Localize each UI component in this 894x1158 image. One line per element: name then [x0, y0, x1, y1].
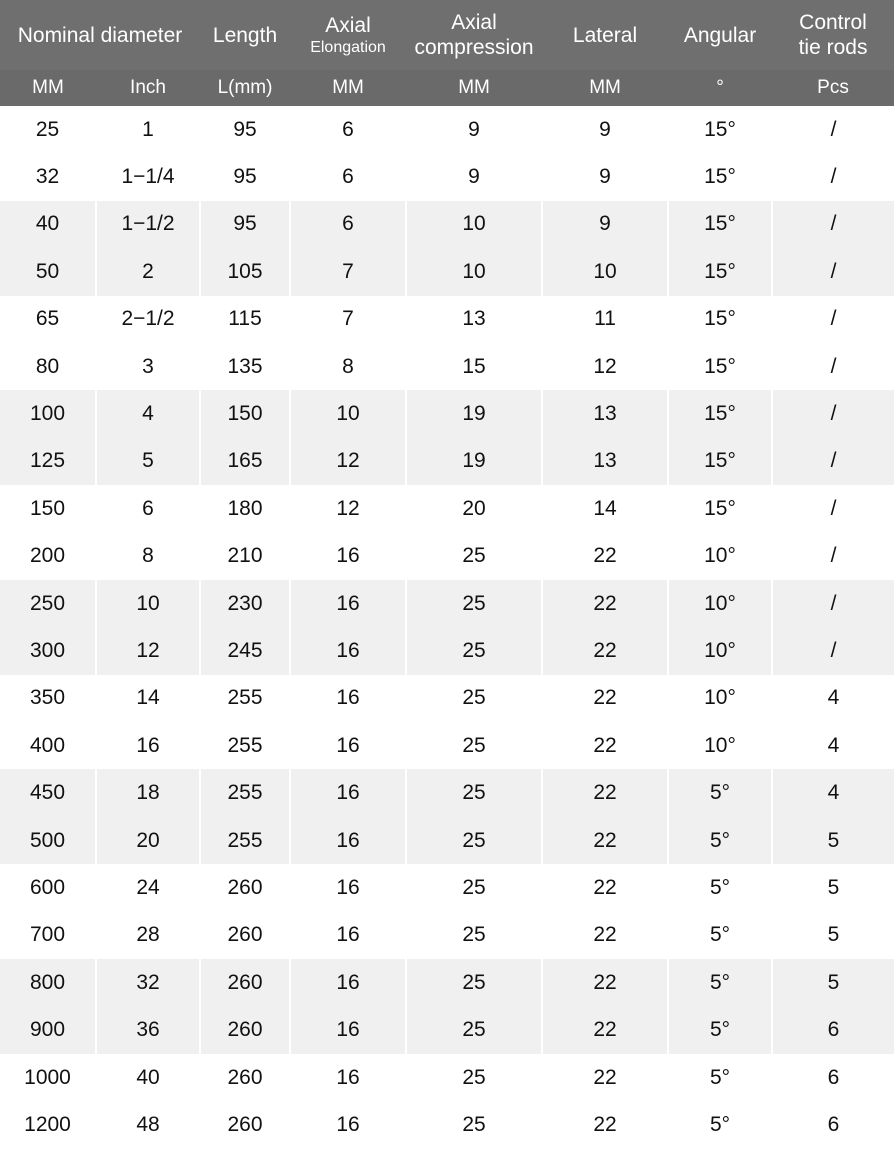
- cell-compression: 25: [406, 580, 542, 627]
- cell-angular: 15°: [668, 248, 772, 295]
- cell-tie-rods: 4: [772, 769, 894, 816]
- table-row: [0, 1054, 894, 1101]
- cell-elongation: 16: [290, 1101, 406, 1148]
- cell-tie-rods: 4: [772, 722, 894, 769]
- cell-compression: 19: [406, 438, 542, 485]
- table-row: [0, 485, 894, 532]
- cell-elongation: 10: [290, 390, 406, 437]
- cell-angular: 5°: [668, 959, 772, 1006]
- cell-inch: 48: [96, 1101, 200, 1148]
- cell-inch: 16: [96, 722, 200, 769]
- table-row: [0, 201, 894, 248]
- cell-angular: 5°: [668, 912, 772, 959]
- cell-length: 135: [200, 343, 290, 390]
- cell-compression: 19: [406, 390, 542, 437]
- cell-mm: 300: [0, 627, 96, 674]
- table-row: [0, 912, 894, 959]
- cell-inch: 1−1/2: [96, 201, 200, 248]
- cell-length: 260: [200, 959, 290, 1006]
- cell-compression: 25: [406, 864, 542, 911]
- cell-angular: 15°: [668, 343, 772, 390]
- cell-mm: 25: [0, 106, 96, 153]
- cell-length: 230: [200, 580, 290, 627]
- table-row: [0, 248, 894, 295]
- cell-length: 255: [200, 722, 290, 769]
- header-axial-elongation: [290, 0, 406, 70]
- cell-elongation: 6: [290, 106, 406, 153]
- table-row: [0, 769, 894, 816]
- header-control-tie-rods: [772, 0, 894, 70]
- cell-elongation: 16: [290, 722, 406, 769]
- cell-elongation: 16: [290, 959, 406, 1006]
- cell-tie-rods: 5: [772, 864, 894, 911]
- cell-inch: 24: [96, 864, 200, 911]
- cell-tie-rods: /: [772, 153, 894, 200]
- cell-tie-rods: 6: [772, 1006, 894, 1053]
- cell-elongation: 12: [290, 485, 406, 532]
- cell-elongation: 16: [290, 1006, 406, 1053]
- cell-mm: 100: [0, 390, 96, 437]
- cell-compression: 25: [406, 1054, 542, 1101]
- cell-elongation: 12: [290, 438, 406, 485]
- cell-length: 260: [200, 864, 290, 911]
- header-axial-compression-top: Axial: [451, 11, 497, 34]
- table-row: [0, 296, 894, 343]
- unit-angular: °: [668, 70, 772, 106]
- cell-inch: 2−1/2: [96, 296, 200, 343]
- cell-lateral: 9: [542, 153, 668, 200]
- cell-elongation: 16: [290, 864, 406, 911]
- cell-elongation: 7: [290, 248, 406, 295]
- cell-elongation: 16: [290, 580, 406, 627]
- cell-length: 95: [200, 106, 290, 153]
- cell-lateral: 22: [542, 1006, 668, 1053]
- cell-elongation: 16: [290, 533, 406, 580]
- cell-length: 165: [200, 438, 290, 485]
- cell-compression: 25: [406, 912, 542, 959]
- cell-angular: 15°: [668, 106, 772, 153]
- cell-inch: 4: [96, 390, 200, 437]
- cell-elongation: 16: [290, 912, 406, 959]
- cell-inch: 32: [96, 959, 200, 1006]
- cell-inch: 12: [96, 627, 200, 674]
- cell-angular: 15°: [668, 390, 772, 437]
- cell-elongation: 7: [290, 296, 406, 343]
- table-row: [0, 817, 894, 864]
- cell-angular: 5°: [668, 1006, 772, 1053]
- cell-mm: 65: [0, 296, 96, 343]
- cell-mm: 1200: [0, 1101, 96, 1148]
- table-row: [0, 580, 894, 627]
- unit-pcs: Pcs: [772, 70, 894, 106]
- header-angular: Angular: [668, 0, 772, 70]
- cell-lateral: 22: [542, 817, 668, 864]
- cell-tie-rods: /: [772, 438, 894, 485]
- cell-compression: 10: [406, 201, 542, 248]
- cell-elongation: 16: [290, 769, 406, 816]
- cell-mm: 600: [0, 864, 96, 911]
- cell-inch: 18: [96, 769, 200, 816]
- cell-mm: 700: [0, 912, 96, 959]
- cell-lateral: 22: [542, 1054, 668, 1101]
- cell-length: 260: [200, 1006, 290, 1053]
- cell-lateral: 22: [542, 722, 668, 769]
- table-row: [0, 864, 894, 911]
- cell-lateral: 13: [542, 390, 668, 437]
- cell-angular: 15°: [668, 438, 772, 485]
- cell-mm: 40: [0, 201, 96, 248]
- cell-inch: 6: [96, 485, 200, 532]
- cell-inch: 20: [96, 817, 200, 864]
- cell-angular: 10°: [668, 627, 772, 674]
- unit-mm: MM: [0, 70, 96, 106]
- cell-compression: 9: [406, 153, 542, 200]
- cell-length: 260: [200, 912, 290, 959]
- header-control-bottom: tie rods: [798, 36, 868, 59]
- cell-compression: 9: [406, 106, 542, 153]
- cell-tie-rods: /: [772, 106, 894, 153]
- header-axial-elongation-bottom: Elongation: [310, 38, 386, 56]
- cell-tie-rods: 4: [772, 675, 894, 722]
- cell-tie-rods: 6: [772, 1101, 894, 1148]
- cell-angular: 5°: [668, 1101, 772, 1148]
- cell-compression: 25: [406, 533, 542, 580]
- cell-length: 95: [200, 153, 290, 200]
- cell-tie-rods: /: [772, 248, 894, 295]
- table-row: [0, 438, 894, 485]
- cell-mm: 50: [0, 248, 96, 295]
- cell-mm: 250: [0, 580, 96, 627]
- cell-compression: 20: [406, 485, 542, 532]
- cell-lateral: 22: [542, 912, 668, 959]
- header-lateral: Lateral: [542, 0, 668, 70]
- cell-lateral: 22: [542, 533, 668, 580]
- header-control-top: Control: [799, 11, 867, 34]
- cell-mm: 150: [0, 485, 96, 532]
- header-axial-compression: [406, 0, 542, 70]
- cell-lateral: 22: [542, 959, 668, 1006]
- cell-inch: 2: [96, 248, 200, 295]
- table-row: [0, 153, 894, 200]
- cell-lateral: 13: [542, 438, 668, 485]
- cell-angular: 10°: [668, 580, 772, 627]
- cell-length: 210: [200, 533, 290, 580]
- cell-mm: 200: [0, 533, 96, 580]
- cell-length: 260: [200, 1054, 290, 1101]
- cell-elongation: 16: [290, 675, 406, 722]
- cell-mm: 80: [0, 343, 96, 390]
- cell-angular: 5°: [668, 769, 772, 816]
- unit-length: L(mm): [200, 70, 290, 106]
- cell-lateral: 22: [542, 580, 668, 627]
- unit-lateral: MM: [542, 70, 668, 106]
- cell-elongation: 16: [290, 817, 406, 864]
- cell-lateral: 11: [542, 296, 668, 343]
- cell-mm: 32: [0, 153, 96, 200]
- cell-lateral: 9: [542, 106, 668, 153]
- cell-length: 180: [200, 485, 290, 532]
- header-axial-compression-bottom: compression: [414, 36, 534, 59]
- cell-tie-rods: 6: [772, 1054, 894, 1101]
- cell-tie-rods: /: [772, 533, 894, 580]
- cell-mm: 800: [0, 959, 96, 1006]
- cell-mm: 125: [0, 438, 96, 485]
- cell-angular: 15°: [668, 296, 772, 343]
- header-length: Length: [200, 0, 290, 70]
- cell-mm: 1000: [0, 1054, 96, 1101]
- cell-compression: 13: [406, 296, 542, 343]
- cell-inch: 40: [96, 1054, 200, 1101]
- table-row: [0, 533, 894, 580]
- table-body: [0, 106, 894, 1149]
- cell-mm: 350: [0, 675, 96, 722]
- cell-angular: 10°: [668, 533, 772, 580]
- cell-compression: 25: [406, 627, 542, 674]
- cell-tie-rods: /: [772, 485, 894, 532]
- cell-length: 150: [200, 390, 290, 437]
- table-row: [0, 1101, 894, 1148]
- cell-inch: 3: [96, 343, 200, 390]
- cell-elongation: 6: [290, 201, 406, 248]
- header-nominal-diameter: Nominal diameter: [0, 0, 200, 70]
- cell-inch: 28: [96, 912, 200, 959]
- cell-compression: 15: [406, 343, 542, 390]
- cell-inch: 5: [96, 438, 200, 485]
- cell-inch: 8: [96, 533, 200, 580]
- cell-elongation: 16: [290, 627, 406, 674]
- cell-angular: 10°: [668, 675, 772, 722]
- cell-tie-rods: /: [772, 580, 894, 627]
- cell-lateral: 22: [542, 627, 668, 674]
- cell-elongation: 16: [290, 1054, 406, 1101]
- cell-length: 245: [200, 627, 290, 674]
- cell-tie-rods: /: [772, 201, 894, 248]
- cell-mm: 500: [0, 817, 96, 864]
- table-row: [0, 1006, 894, 1053]
- cell-compression: 25: [406, 817, 542, 864]
- cell-length: 95: [200, 201, 290, 248]
- cell-lateral: 12: [542, 343, 668, 390]
- cell-length: 105: [200, 248, 290, 295]
- cell-mm: 450: [0, 769, 96, 816]
- cell-length: 255: [200, 769, 290, 816]
- cell-angular: 10°: [668, 722, 772, 769]
- cell-lateral: 10: [542, 248, 668, 295]
- cell-tie-rods: /: [772, 627, 894, 674]
- cell-mm: 900: [0, 1006, 96, 1053]
- cell-tie-rods: 5: [772, 912, 894, 959]
- cell-inch: 10: [96, 580, 200, 627]
- cell-tie-rods: 5: [772, 817, 894, 864]
- cell-mm: 400: [0, 722, 96, 769]
- cell-angular: 15°: [668, 153, 772, 200]
- cell-length: 260: [200, 1101, 290, 1148]
- cell-tie-rods: /: [772, 296, 894, 343]
- cell-length: 255: [200, 817, 290, 864]
- cell-lateral: 22: [542, 675, 668, 722]
- cell-tie-rods: 5: [772, 959, 894, 1006]
- table-row: [0, 390, 894, 437]
- cell-compression: 10: [406, 248, 542, 295]
- header-axial-elongation-top: Axial: [325, 13, 371, 37]
- table-row: [0, 959, 894, 1006]
- cell-inch: 36: [96, 1006, 200, 1053]
- header-row-titles: [0, 0, 894, 70]
- table-row: [0, 675, 894, 722]
- unit-elongation: MM: [290, 70, 406, 106]
- cell-elongation: 6: [290, 153, 406, 200]
- cell-lateral: 22: [542, 769, 668, 816]
- cell-compression: 25: [406, 722, 542, 769]
- table-header: [0, 0, 894, 106]
- cell-compression: 25: [406, 675, 542, 722]
- cell-inch: 1−1/4: [96, 153, 200, 200]
- cell-compression: 25: [406, 769, 542, 816]
- cell-angular: 5°: [668, 864, 772, 911]
- cell-elongation: 8: [290, 343, 406, 390]
- header-row-units: [0, 70, 894, 106]
- cell-angular: 5°: [668, 817, 772, 864]
- table-row: [0, 722, 894, 769]
- cell-compression: 25: [406, 959, 542, 1006]
- cell-lateral: 14: [542, 485, 668, 532]
- cell-tie-rods: /: [772, 390, 894, 437]
- cell-inch: 14: [96, 675, 200, 722]
- cell-lateral: 9: [542, 201, 668, 248]
- cell-lateral: 22: [542, 864, 668, 911]
- cell-compression: 25: [406, 1101, 542, 1148]
- unit-inch: Inch: [96, 70, 200, 106]
- unit-compression: MM: [406, 70, 542, 106]
- cell-tie-rods: /: [772, 343, 894, 390]
- cell-angular: 5°: [668, 1054, 772, 1101]
- cell-length: 255: [200, 675, 290, 722]
- cell-length: 115: [200, 296, 290, 343]
- cell-angular: 15°: [668, 485, 772, 532]
- cell-inch: 1: [96, 106, 200, 153]
- table-row: [0, 627, 894, 674]
- table-row: [0, 343, 894, 390]
- cell-angular: 15°: [668, 201, 772, 248]
- cell-lateral: 22: [542, 1101, 668, 1148]
- table-row: [0, 106, 894, 153]
- cell-compression: 25: [406, 1006, 542, 1053]
